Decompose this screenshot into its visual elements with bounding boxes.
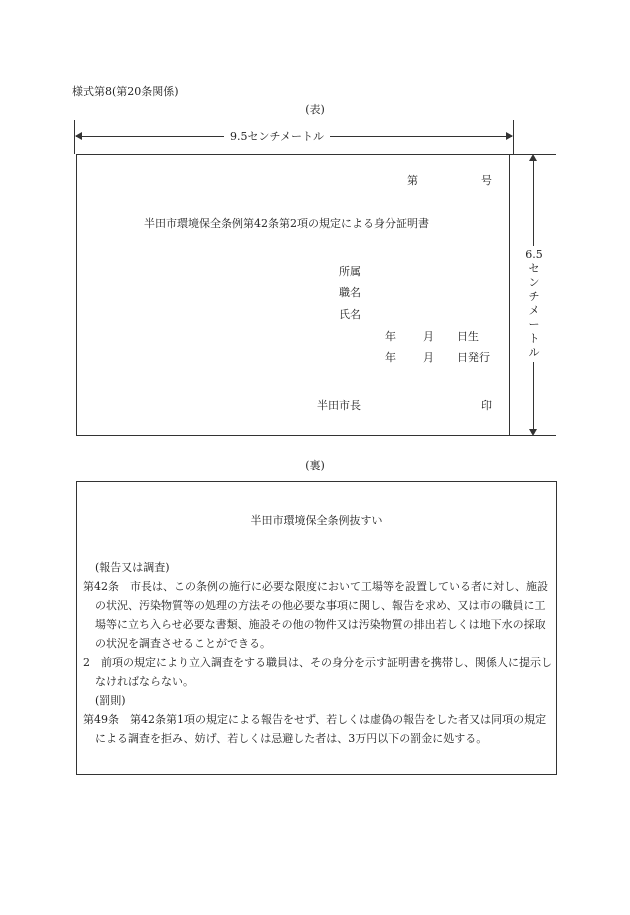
heading-report-inspection: (報告又は調査) [95,561,170,574]
field-affiliation: 所属 [339,265,361,278]
heading-penalty: (罰則) [95,694,126,707]
issuer: 半田市長 [317,399,361,412]
certificate-title: 半田市環境保全条例第42条第2項の規定による身分証明書 [144,217,429,230]
height-dimension-label: 6.5 セ ン チ メ ー ト ル [523,246,545,362]
height-dimension [523,154,545,436]
arrow-up-icon [529,154,537,161]
number-prefix: 第 [407,174,418,187]
excerpt-title: 半田市環境保全条例抜すい [250,514,383,527]
article-42: 第42条 市長は、この条例の施行に必要な限度において工場等を設置している者に対し、施設の状況、汚染物質等の処理の方法その他必要な事項に関し、報告を求め、又は市の職員に工場等に立ち入らせ必要な書類、施設その他の物件又は汚染物質の排出若しくは地下水の採取の状況を調査させることができる。 [83,580,548,650]
dimension-tick-right [513,120,514,154]
arrow-left-icon [75,132,82,140]
birth-year: 年 [385,330,396,343]
width-dimension-label: 9.5センチメートル [224,129,330,145]
arrow-down-icon [529,429,537,436]
issue-month: 月 [423,351,434,364]
front-side-label: (表) [305,103,325,116]
field-name: 氏名 [339,308,361,321]
issue-day: 日発行 [457,351,490,364]
issue-year: 年 [385,351,396,364]
number-suffix: 号 [481,174,492,187]
id-card-back [76,481,557,775]
field-position: 職名 [339,286,361,299]
seal-mark: 印 [481,399,492,412]
back-side-label: (裏) [305,459,325,472]
birth-month: 月 [423,330,434,343]
article-42-paragraph-2: 2 前項の規定により立入調査をする職員は、その身分を示す証明書を携帯し、関係人に提示しなければならない。 [83,656,552,688]
form-label: 様式第8(第20条関係) [72,85,179,98]
id-card-front [76,154,510,436]
article-49: 第49条 第42条第1項の規定による報告をせず、若しくは虚偽の報告をした者又は同項の規定による調査を拒み、妨げ、若しくは忌避した者は、3万円以下の罰金に処する。 [83,713,547,745]
arrow-right-icon [506,132,513,140]
width-dimension [74,120,514,154]
birth-day: 日生 [457,330,479,343]
